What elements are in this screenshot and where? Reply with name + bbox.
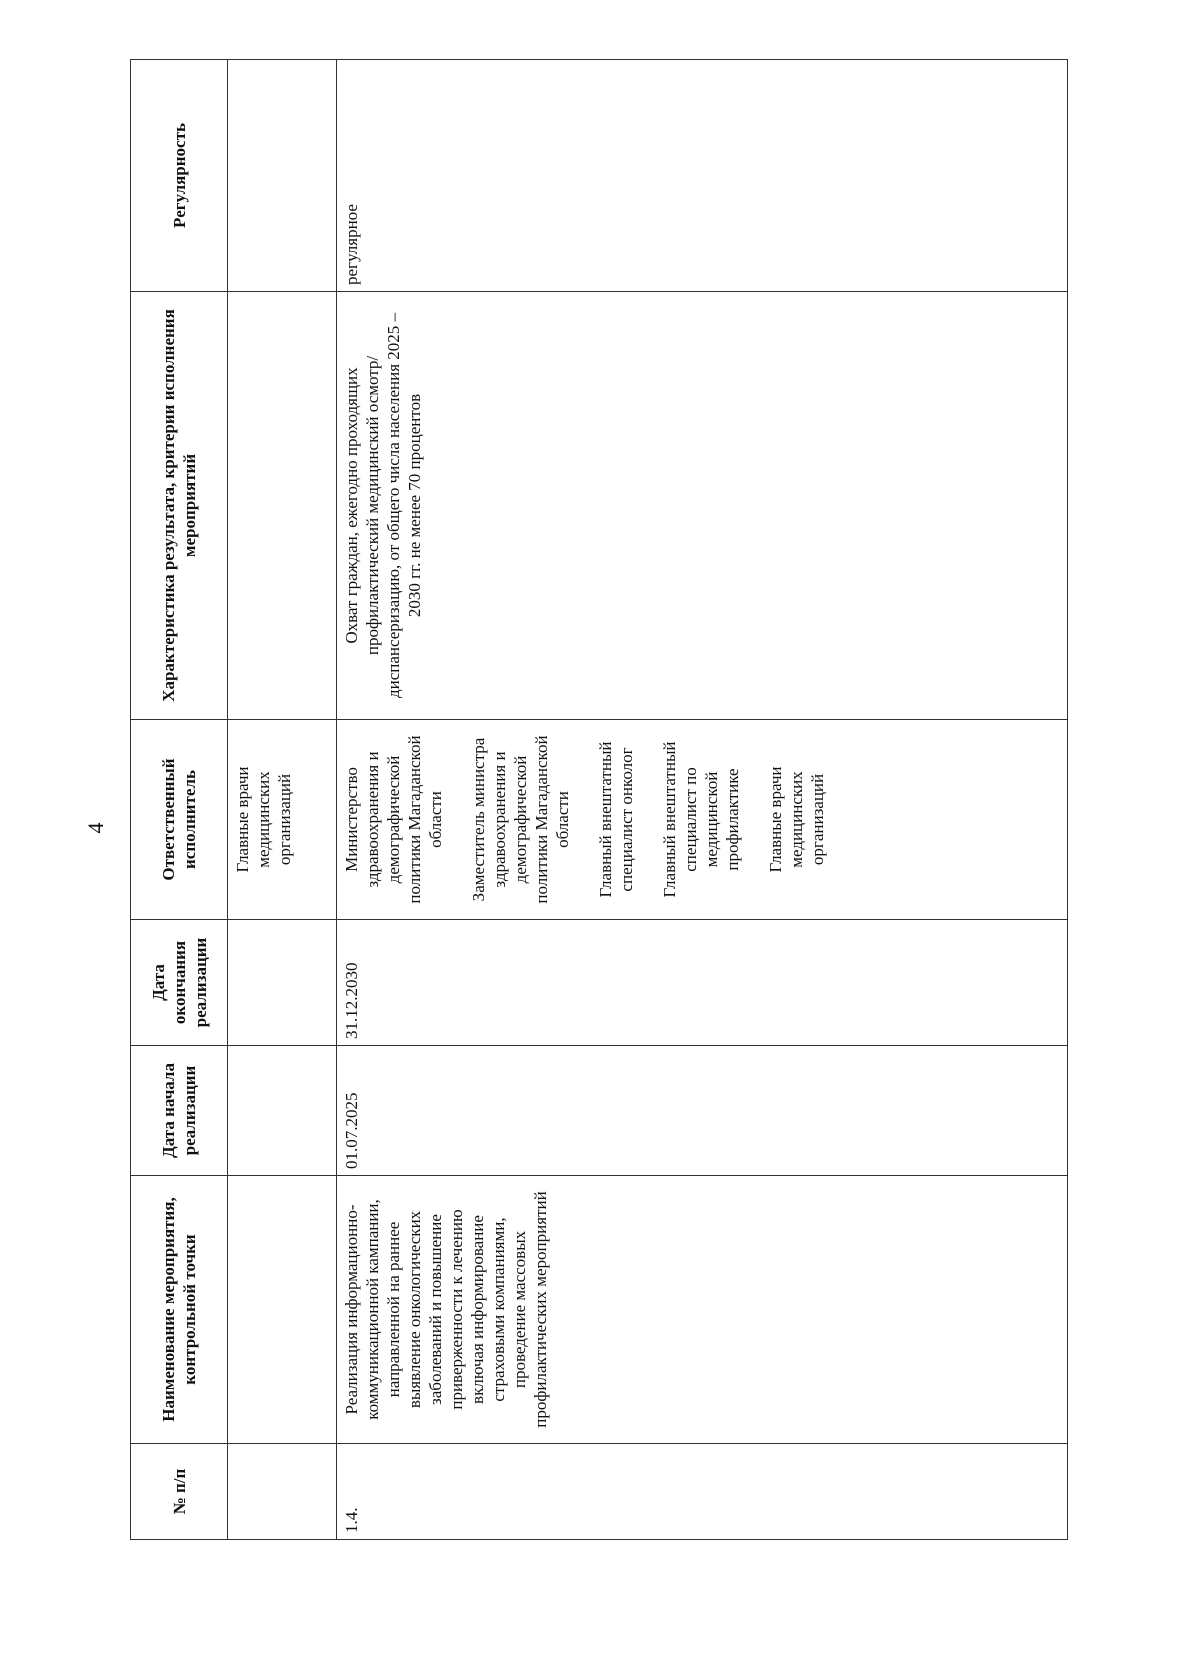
header-start-date: Дата начала реализации (131, 1046, 228, 1176)
header-name: Наименование мероприятия, контрольной точки (131, 1176, 228, 1444)
responsible-chief-physicians: Главные врачи медицинских организаций (766, 766, 827, 873)
cell-empty (228, 1046, 337, 1176)
responsible-chief-oncologist: Главный внештатный специалист онколог (596, 741, 636, 898)
cell-empty (228, 920, 337, 1046)
table-row-continued (228, 60, 337, 1540)
header-responsible: Ответственный исполнитель (131, 720, 228, 920)
header-result: Характеристика результата, критерии исполнения мероприятий (131, 292, 228, 720)
document-sheet (130, 60, 1068, 1540)
cell-regularity: регулярное (337, 60, 1068, 292)
cell-end-date: 31.12.2030 (337, 920, 1068, 1046)
responsible-chief-prevention-specialist: Главный внештатный специалист по медицинской профилактике (660, 741, 742, 898)
cell-result: Охват граждан, ежегодно проходящих профилактический медицинский осмотр/диспансеризацию, от общего числа населения 2025 – 2030 гг. не менее 70 процентов (337, 292, 1068, 720)
cell-name: Реализация информационно-коммуникационной кампании, направленной на раннее выявление онкологических заболеваний и повышение приверженности к лечению включая информирование страховыми компаниями, проведение массовых профилактических мероприятий (337, 1176, 1068, 1444)
cell-empty (228, 1444, 337, 1540)
cell-number: 1.4. (337, 1444, 1068, 1540)
cell-empty (228, 60, 337, 292)
responsible-ministry: Министерство здравоохранения и демографической политики Магаданской области (342, 735, 445, 904)
header-row (131, 60, 228, 1540)
cell-responsible (337, 720, 1068, 920)
cell-empty (228, 292, 337, 720)
cell-empty (228, 1176, 337, 1444)
schedule-table (130, 59, 1068, 1540)
page-number: 4 (83, 822, 108, 834)
responsible-deputy-minister: Заместитель министра здравоохранения и демографической политики Магаданской области (469, 735, 572, 904)
cell-responsible-continued: Главные врачи медицинских организаций (228, 720, 337, 920)
cell-start-date: 01.07.2025 (337, 1046, 1068, 1176)
header-regularity: Регулярность (131, 60, 228, 292)
table-row-1-4 (337, 60, 1068, 1540)
header-number: № п/п (131, 1444, 228, 1540)
header-end-date: Дата окончания реализации (131, 920, 228, 1046)
